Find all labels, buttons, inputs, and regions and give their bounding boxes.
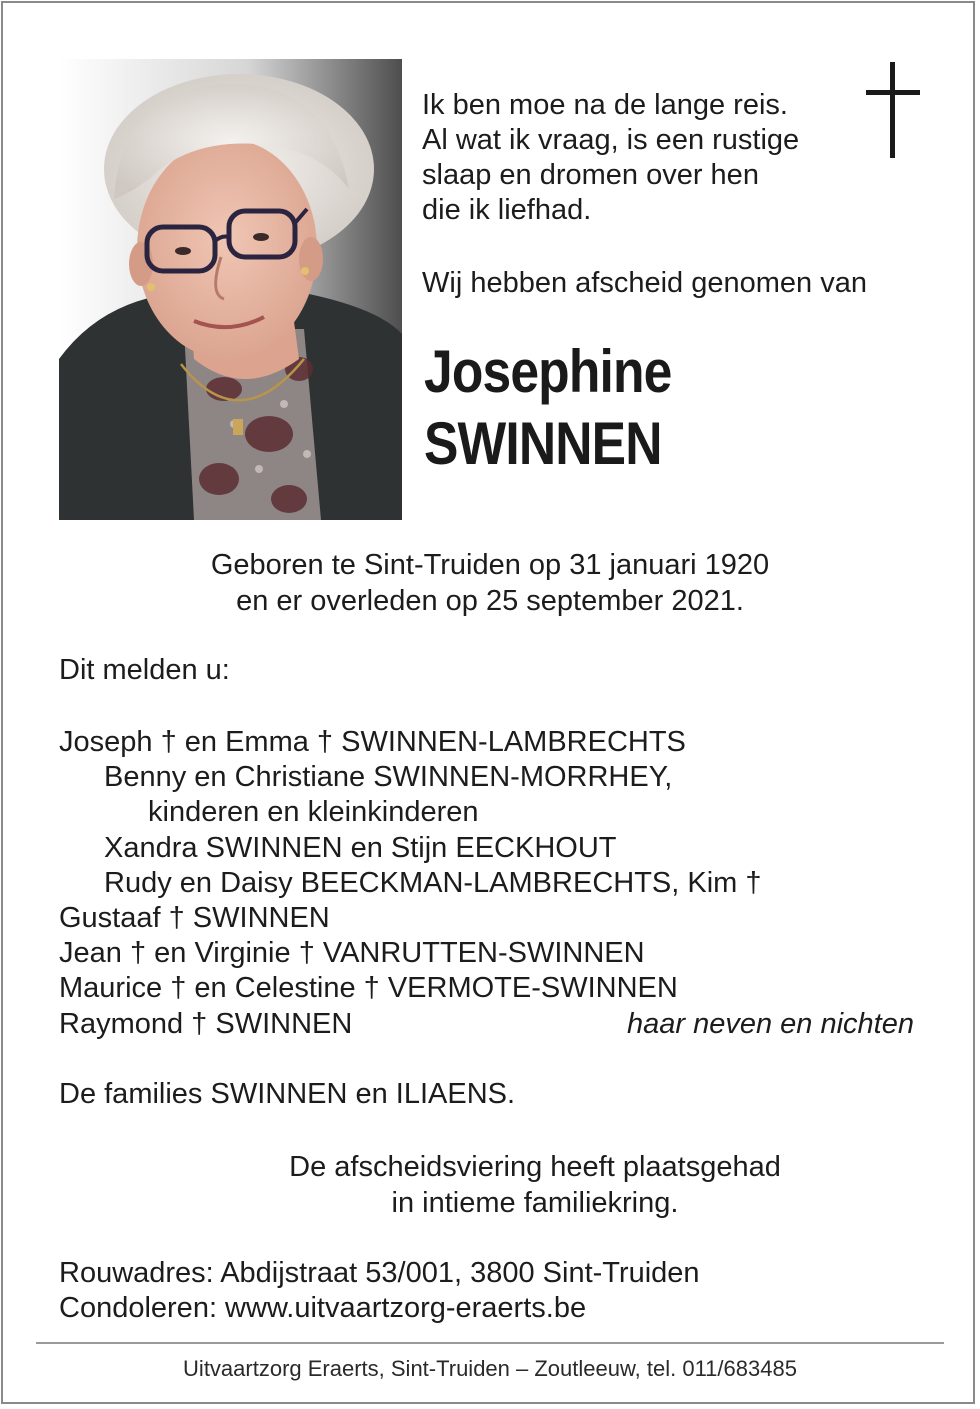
family-line: Maurice † en Celestine † VERMOTE-SWINNEN: [59, 972, 678, 1005]
family-line: Xandra SWINNEN en Stijn EECKHOUT: [104, 831, 617, 864]
family-row: [59, 1007, 919, 1042]
portrait-photo: [59, 59, 402, 520]
family-list: [59, 725, 919, 1042]
ceremony-line: De afscheidsviering heeft plaatsgehad: [289, 1151, 781, 1183]
family-row: [59, 831, 919, 866]
birth-death-dates: [0, 547, 980, 619]
family-row: [59, 725, 919, 760]
deceased-name: [424, 336, 671, 480]
last-name: SWINNEN: [424, 410, 662, 477]
cross-icon: [864, 62, 924, 160]
family-line: Rudy en Daisy BEECKMAN-LAMBRECHTS, Kim †: [104, 866, 762, 899]
footer-text: Uitvaartzorg Eraerts, Sint-Truiden – Zoutleeuw, tel. 011/683485: [183, 1356, 797, 1381]
birth-line: Geboren te Sint-Truiden op 31 januari 1920: [210, 549, 770, 581]
family-line: Joseph † en Emma † SWINNEN-LAMBRECHTS: [59, 726, 686, 758]
family-line: Jean † en Virginie † VANRUTTEN-SWINNEN: [59, 937, 645, 970]
intro-text: Wij hebben afscheid genomen van: [422, 267, 867, 299]
announce-text: Dit melden u:: [59, 654, 230, 686]
poem-line: Ik ben moe na de lange reis.: [422, 89, 788, 121]
family-line: Gustaaf † SWINNEN: [59, 901, 330, 934]
ceremony-line: in intieme familiekring.: [391, 1187, 679, 1219]
family-line: Benny en Christiane SWINNEN-MORRHEY,: [104, 761, 673, 794]
family-row: [59, 936, 919, 971]
family-row: [59, 760, 919, 795]
poem-line: Al wat ik vraag, is een rustige: [422, 124, 800, 156]
family-line: Raymond † SWINNEN: [59, 1007, 353, 1040]
family-row: [59, 795, 919, 830]
poem-line: die ik liefhad.: [422, 194, 592, 226]
first-name: Josephine: [424, 338, 672, 405]
family-row: [59, 971, 919, 1006]
ceremony-text: [0, 1149, 980, 1221]
families-text: De families SWINNEN en ILIAENS.: [59, 1078, 516, 1110]
family-line: kinderen en kleinkinderen: [148, 796, 479, 829]
family-note: haar neven en nichten: [627, 1007, 914, 1040]
family-row: [59, 866, 919, 901]
poem-line: slaap en dromen over hen: [422, 159, 759, 191]
condolence-website: Condoleren: www.uitvaartzorg-eraerts.be: [59, 1292, 587, 1324]
contact-info: [59, 1256, 700, 1326]
death-line: en er overleden op 25 september 2021.: [236, 585, 744, 617]
poem: [422, 88, 852, 228]
footer-divider: [36, 1342, 944, 1344]
mourning-address: Rouwadres: Abdijstraat 53/001, 3800 Sint-Truiden: [59, 1257, 700, 1289]
family-row: [59, 901, 919, 936]
